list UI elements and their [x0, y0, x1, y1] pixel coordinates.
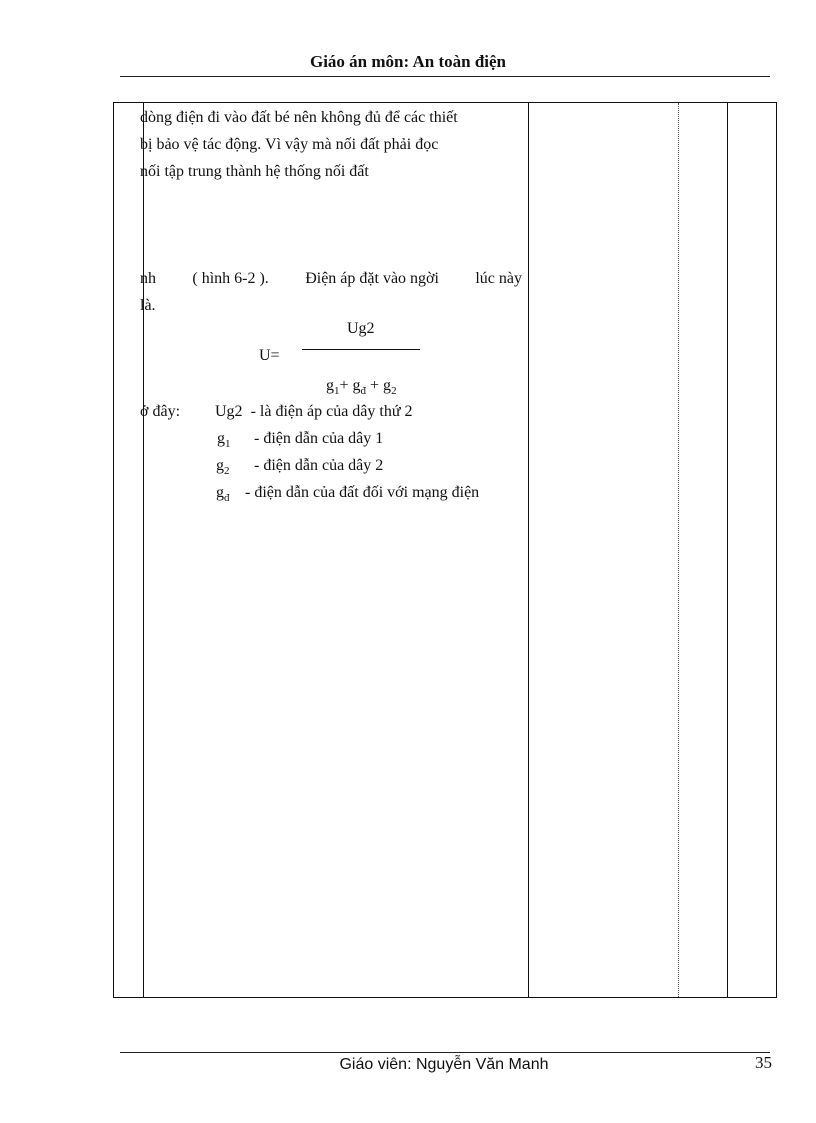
- formula-numerator: Ug2: [347, 320, 375, 337]
- definition-g1: $g_1$: [217, 430, 231, 451]
- text-fragment: Điện áp đặt vào ngời: [305, 270, 439, 287]
- paragraph-line: [140, 265, 522, 292]
- column-divider-3: [678, 103, 679, 997]
- definition-gd-text: - điện dẫn của đất đối với mạng điện: [245, 484, 480, 501]
- footer-rule: [120, 1052, 770, 1053]
- paragraph-line: dòng điện đi vào đất bé nên không đủ để các thiết: [140, 109, 458, 126]
- column-divider-4: [727, 103, 728, 997]
- page-number: 35: [755, 1053, 772, 1072]
- page-header-title: Giáo án môn: An toàn điện: [309, 52, 506, 71]
- column-divider-1: [143, 103, 144, 997]
- definition-gd: $g_đ$: [216, 484, 230, 505]
- text-fragment: lúc này: [475, 270, 522, 287]
- footer-teacher: Giáo viên: Nguyễn Văn Manh: [339, 1056, 549, 1073]
- lesson-table: [113, 102, 777, 998]
- paragraph-1: [140, 104, 522, 185]
- definition-ug2: Ug2 - là điện áp của dây thứ 2: [215, 403, 413, 420]
- definition-g1-text: - điện dẫn của dây 1: [254, 430, 384, 447]
- paragraph-line: là.: [140, 297, 156, 314]
- paragraph-line: nối tập trung thành hệ thống nối đất: [140, 163, 369, 180]
- paragraph-2: [140, 265, 522, 319]
- definition-g2-text: - điện dẫn của dây 2: [254, 457, 384, 474]
- formula-denominator: $g_1+ g_đ + g_2$: [326, 377, 397, 398]
- formula-lhs: U=: [259, 347, 280, 364]
- column-divider-2: [528, 103, 529, 997]
- definition-g2: $g_2$: [216, 457, 230, 478]
- text-fragment: nh: [140, 270, 156, 287]
- text-fragment: ( hình 6-2 ).: [192, 270, 269, 287]
- header-rule: [120, 76, 770, 77]
- paragraph-line: bị bảo vệ tác động. Vì vậy mà nối đất phải đọc: [140, 136, 439, 153]
- fraction-bar: [302, 349, 420, 350]
- definitions-lead: ở đây:: [140, 403, 181, 420]
